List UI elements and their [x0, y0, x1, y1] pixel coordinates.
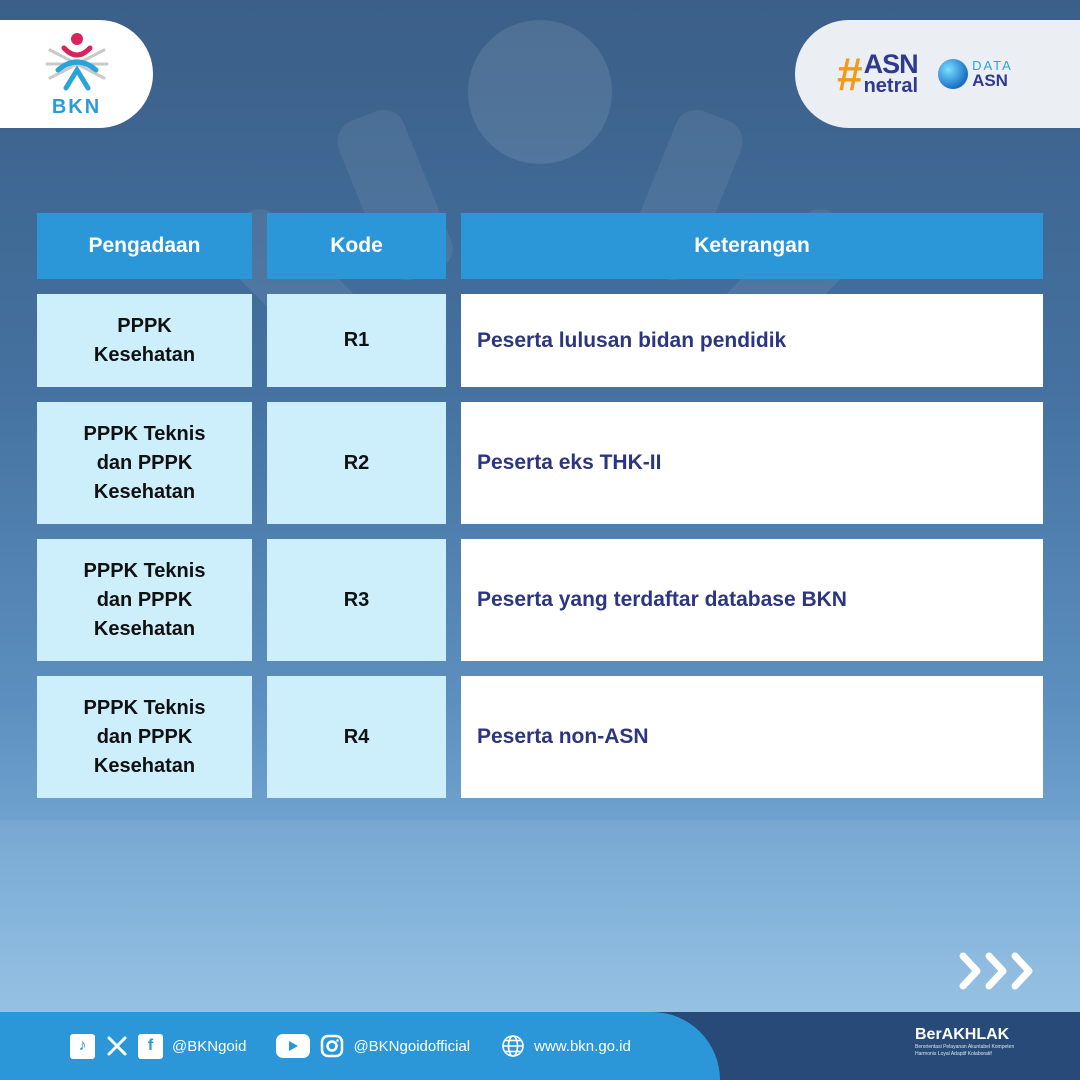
- x-icon[interactable]: [104, 1034, 129, 1059]
- keterangan-cell: Peserta eks THK-II: [461, 402, 1043, 524]
- social-handle-bkngoid[interactable]: @BKNgoid: [172, 1037, 247, 1055]
- column-header-keterangan: Keterangan: [461, 213, 1043, 279]
- background-band: [0, 820, 1080, 1020]
- pengadaan-text: PPPK Teknis dan PPPK Kesehatan: [83, 422, 206, 503]
- campaign-badges: [795, 20, 1080, 128]
- berakhlak-title: BerAKHLAK: [915, 1026, 1010, 1043]
- social-links: [70, 1012, 661, 1080]
- asn-word: ASN: [863, 49, 918, 79]
- social-handle-bkngoidofficial[interactable]: @BKNgoidofficial: [353, 1037, 471, 1055]
- berakhlak-logo: [915, 1026, 1025, 1057]
- tiktok-icon[interactable]: ♪: [70, 1034, 95, 1059]
- pengadaan-cell: [37, 539, 252, 661]
- footer: [0, 1012, 1080, 1080]
- keterangan-cell: Peserta yang terdaftar database BKN: [461, 539, 1043, 661]
- table-row: [37, 402, 1043, 524]
- pengadaan-text: PPPK Teknis dan PPPK Kesehatan: [83, 696, 206, 777]
- pengadaan-cell: [37, 676, 252, 798]
- facebook-icon[interactable]: f: [138, 1034, 163, 1059]
- keterangan-cell: Peserta non-ASN: [461, 676, 1043, 798]
- data-label: DATA: [972, 58, 1013, 73]
- next-arrows-icon[interactable]: [955, 950, 1041, 992]
- kode-cell: R2: [267, 402, 446, 524]
- background-circle: [468, 20, 612, 164]
- hashtag-symbol: #: [837, 48, 863, 100]
- kode-cell: R3: [267, 539, 446, 661]
- pengadaan-text: PPPK Kesehatan: [93, 314, 196, 366]
- logo-text: BKN: [51, 95, 102, 118]
- data-globe-icon: [938, 59, 968, 89]
- asn-netral-logo: [837, 48, 919, 100]
- column-header-kode: Kode: [267, 213, 446, 279]
- bkn-emblem-icon: [42, 30, 112, 94]
- column-header-pengadaan: Pengadaan: [37, 213, 252, 279]
- globe-icon: [500, 1034, 525, 1059]
- table-row: [37, 294, 1043, 387]
- bkn-logo: [0, 20, 153, 128]
- pengadaan-cell: [37, 402, 252, 524]
- table-header: [37, 213, 1043, 279]
- table-row: [37, 676, 1043, 798]
- table-row: [37, 539, 1043, 661]
- data-asn-logo: [938, 59, 1013, 89]
- website-link[interactable]: www.bkn.go.id: [534, 1037, 631, 1055]
- youtube-icon[interactable]: [276, 1034, 310, 1058]
- instagram-icon[interactable]: [319, 1034, 344, 1059]
- kode-cell: R4: [267, 676, 446, 798]
- kode-cell: R1: [267, 294, 446, 387]
- data-asn-label: ASN: [972, 71, 1008, 90]
- keterangan-cell: Peserta lulusan bidan pendidik: [461, 294, 1043, 387]
- pengadaan-cell: [37, 294, 252, 387]
- code-table: [37, 213, 1043, 813]
- berakhlak-subtitle: Berorientasi Pelayanan Akuntabel Kompeten Harmonis Loyal Adaptif Kolaboratif: [915, 1044, 1015, 1057]
- netral-word: netral: [863, 75, 919, 97]
- pengadaan-text: PPPK Teknis dan PPPK Kesehatan: [83, 559, 206, 640]
